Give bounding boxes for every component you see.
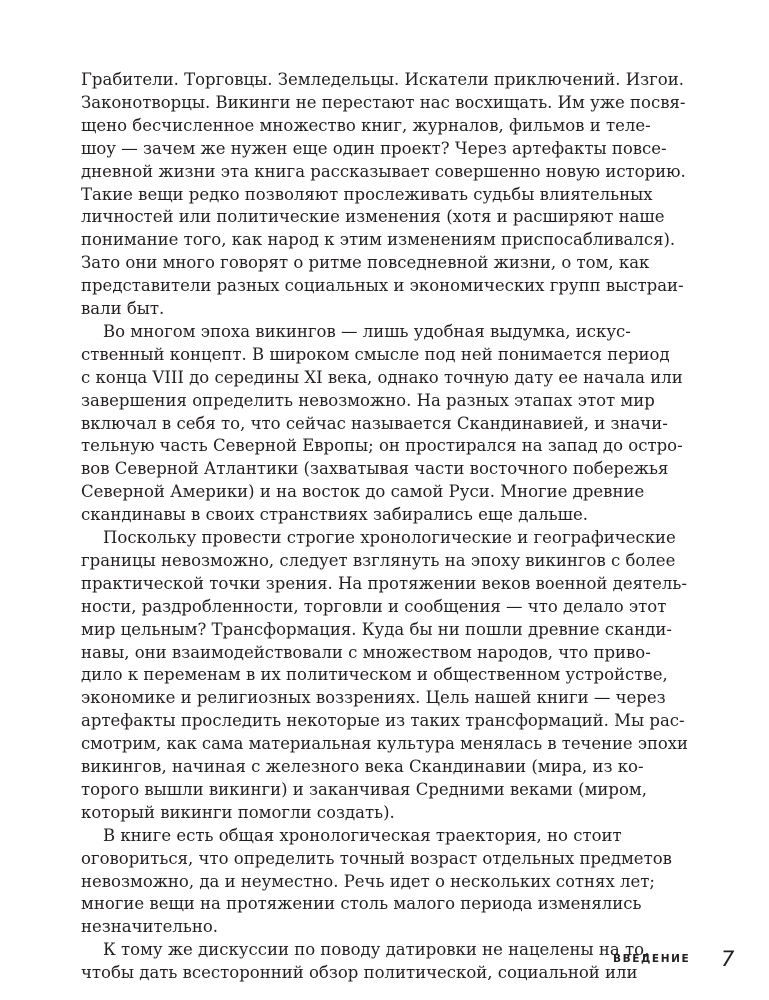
text-line: с конца VIII до середины XI века, однако точную дату ее начала или (81, 367, 683, 387)
text-line: Законотворцы. Викинги не перестают нас восхищать. Им уже посвя- (81, 92, 686, 112)
text-line: вали быт. (81, 299, 165, 318)
text-line: навы, они взаимодействовали с множеством народов, что приво- (81, 642, 651, 662)
text-line: дило к переменам в их политическом и общественном устройстве, (81, 665, 668, 685)
text-line: артефакты проследить некоторые из таких трансформаций. Мы рас- (81, 711, 685, 731)
text-line: Северной Америки) и на восток до самой Руси. Многие древние (81, 482, 645, 502)
text-line: смотрим, как сама материальная культура менялась в течение эпохи (81, 734, 688, 754)
page-number: 7 (721, 947, 735, 971)
text-line: Грабители. Торговцы. Земледельцы. Искатели приключений. Изгои. (81, 70, 684, 89)
text-line: шоу — зачем же нужен еще один проект? Через артефакты повсе- (81, 138, 667, 158)
paragraph-first-line: К тому же дискуссии по поводу датировки не нацелены на то, (103, 940, 650, 960)
text-line: многие вещи на протяжении столь малого периода изменялись (81, 894, 642, 914)
paragraph-first-line: В книге есть общая хронологическая траектория, но стоит (103, 825, 622, 845)
text-line: понимание того, как народ к этим изменениям приспосабливался). (81, 230, 676, 250)
section-label: ВВЕДЕНИЕ (613, 953, 691, 965)
text-line: викингов, начиная с железного века Скандинавии (мира, из ко- (81, 757, 644, 776)
text-line: торого вышли викинги) и заканчивая Средними веками (миром, (81, 779, 648, 799)
text-line: который викинги помогли создать). (81, 802, 395, 822)
text-line: незначительно. (81, 917, 219, 937)
text-line: тельную часть Северной Европы; он простирался на запад до остро- (81, 436, 683, 456)
text-line: включал в себя то, что сейчас называется Скандинавией, и значи- (81, 413, 668, 433)
text-line: оговориться, что определить точный возраст отдельных предметов (81, 848, 672, 868)
text-line: скандинавы в своих странствиях забирались еще дальше. (81, 505, 589, 525)
text-line: завершения определить невозможно. На разных этапах этот мир (81, 390, 655, 410)
text-line: щено бесчисленное множество книг, журналов, фильмов и теле- (81, 115, 651, 135)
text-line: вов Северной Атлантики (захватывая части восточного побережья (81, 459, 669, 479)
paragraph-first-line: Во многом эпоха викингов — лишь удобная выдумка, искус- (103, 321, 631, 341)
text-line: практической точки зрения. На протяжении веков военной деятель- (81, 573, 687, 593)
text-line: ственный концепт. В широком смысле под ней понимается период (81, 344, 670, 364)
text-line: границы невозможно, следует взглянуть на эпоху викингов с более (81, 550, 676, 570)
text-line: личностей или политические изменения (хотя и расширяют наше (81, 207, 665, 227)
text-line: Зато они много говорят о ритме повседневной жизни, о том, как (81, 253, 650, 273)
text-line: ности, раздробленности, торговли и сообщения — что делало этот (81, 596, 667, 616)
text-line: дневной жизни эта книга рассказывает совершенно новую историю. (81, 161, 686, 181)
text-line: мир цельным? Трансформация. Куда бы ни пошли древние сканди- (81, 619, 672, 639)
text-line: представители разных социальных и экономических групп выстраи- (81, 276, 684, 296)
text-line: чтобы дать всесторонний обзор политической, социальной или (81, 963, 638, 983)
page-footer (0, 947, 769, 977)
text-line: Такие вещи редко позволяют прослеживать судьбы влиятельных (81, 184, 653, 204)
paragraph-first-line: Поскольку провести строгие хронологические и географические (103, 528, 676, 547)
text-line: экономике и религиозных воззрениях. Цель нашей книги — через (81, 688, 666, 708)
text-line: невозможно, да и неуместно. Речь идет о нескольких сотнях лет; (81, 871, 655, 891)
